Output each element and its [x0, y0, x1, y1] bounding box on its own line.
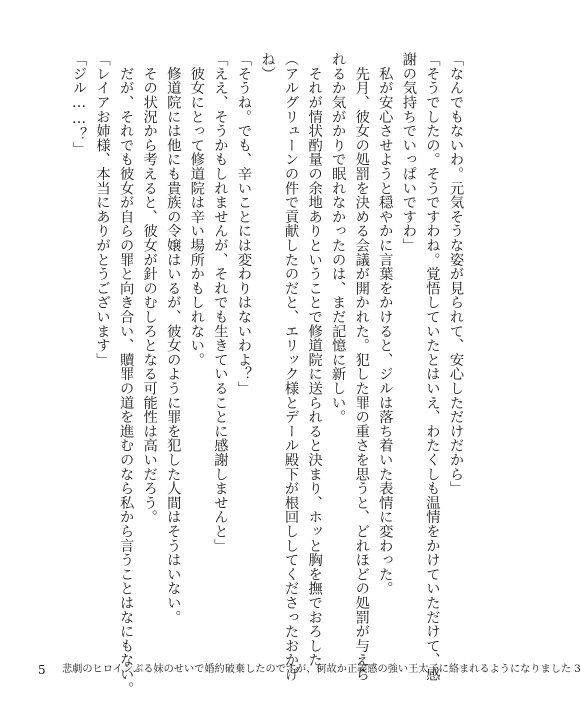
- text-line: それが情状酌量の余地ありということで修道院に送られると決まり、ホッと胸を撫でおろした。: [306, 52, 323, 682]
- page-footer: [0, 662, 581, 682]
- text-line: 「ジル……？」: [71, 52, 87, 156]
- text-line: 「そうでしたの。そうですわね。覚悟していたとはいえ、わたくしも温情をかけていただけて、感: [424, 52, 441, 682]
- text-line: れるか気がかりで眠れなかったのは、まだ記憶に新しい。: [330, 52, 347, 424]
- text-line: その状況から考えると、彼女が針のむしろとなる可能性は高いだろう。: [141, 52, 158, 524]
- text-line: （アルグリューンの件で貢献したのだと、エリック様とデール殿下が根回ししてくださったおかげ: [283, 52, 300, 682]
- text-line: だが、それでも彼女が自らの罪と向き合い、贖罪の道を進むのなら私から言うことはなにもない。: [118, 52, 135, 696]
- text-line: 「レイアお姉様、本当にありがとうございます」: [94, 52, 111, 367]
- text-line: 謝の気持ちでいっぱいですわ」: [400, 52, 417, 253]
- running-title: 悲劇のヒロインぶる妹のせいで婚約破棄したのですが、何故か正義感の強い王太子に絡まれるようになりました 3: [62, 664, 581, 675]
- text-line: ね）: [259, 52, 276, 81]
- text-line: 「そうね。でも、辛いことには変わりはないわよ？」: [235, 52, 252, 396]
- text-line: 私が安心させようと穏やかに言葉をかけると、ジルは落ち着いた表情に変わった。: [377, 52, 394, 596]
- page-number: 5: [38, 663, 46, 677]
- text-line: 先月、彼女の処罰を決める会議が開かれた。犯した罪の重さを思うと、どれほどの処罰が与えら: [353, 52, 370, 682]
- text-line: 「ええ、そうかもしれませんが、それでも生きていることに感謝しませんと」: [212, 52, 229, 553]
- text-line: 「なんでもないわ。元気そうな姿が見られて、安心しただけだから」: [448, 52, 464, 496]
- text-line: 修道院には他にも貴族の令嬢はいるが、彼女のように罪を犯した人間はそうはいない。: [165, 52, 182, 624]
- text-line: 彼女にとって修道院は辛い場所かもしれない。: [188, 52, 205, 367]
